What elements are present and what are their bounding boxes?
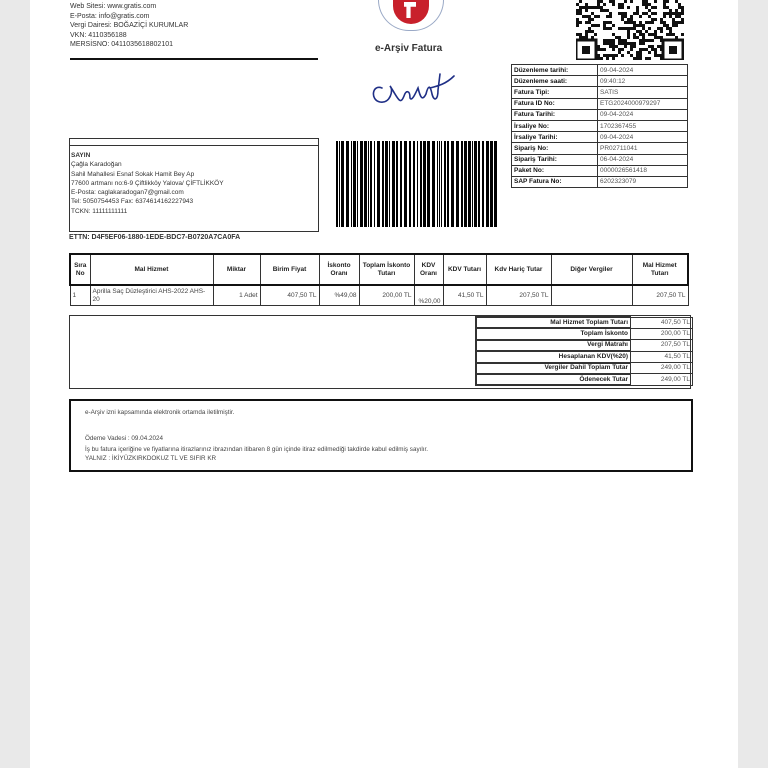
totals-label: Mal Hizmet Toplam Tutarı — [476, 317, 631, 328]
totals-value: 207,50 TL — [631, 340, 693, 351]
info-value: SATIS — [598, 87, 688, 98]
totals-row — [476, 317, 693, 328]
items-header-cell: KDV Oranı — [414, 254, 443, 285]
totals-label: Toplam İskonto — [476, 328, 631, 339]
totals-label: Ödenecek Tutar — [476, 374, 631, 385]
info-value: 1702367455 — [598, 120, 688, 131]
items-cell: %49,08 — [319, 285, 359, 306]
totals-label: Vergi Matrahı — [476, 340, 631, 351]
items-cell: 1 — [70, 285, 90, 306]
items-header-cell: İskonto Oranı — [319, 254, 359, 285]
totals-row — [476, 351, 693, 362]
seller-mersis: MERSİSNO: 0411035618802101 — [70, 41, 173, 48]
note-line-4: YALNIZ : İKİYÜZKIRKDOKUZ TL VE SIFIR KR — [85, 455, 217, 462]
info-row — [512, 165, 688, 176]
seller-tax-office: Vergi Dairesi: BOĞAZİÇİ KURUMLAR — [70, 22, 189, 29]
note-line-2: Ödeme Vadesi : 09.04.2024 — [85, 435, 163, 442]
info-label: Düzenleme tarihi: — [512, 65, 598, 76]
buyer-name: Çağla Karadoğan — [71, 161, 122, 169]
info-value: 09-04-2024 — [598, 132, 688, 143]
info-row — [512, 65, 688, 76]
info-row — [512, 87, 688, 98]
totals-value: 41,50 TL — [631, 351, 693, 362]
items-header-cell: Kdv Hariç Tutar — [486, 254, 551, 285]
items-header-row — [70, 254, 688, 285]
info-row — [512, 176, 688, 187]
note-box — [69, 399, 693, 472]
items-table — [69, 253, 689, 306]
totals-row — [476, 363, 693, 374]
note-line-3: İş bu fatura içeriğine ve fiyatlarına itirazlarınız ibrazından itibaren 8 gün içinde itiraz edilmediği takdirde kabul edilmiş sayılır. — [85, 446, 428, 453]
items-header-cell: Miktar — [213, 254, 260, 285]
info-label: İrsaliye No: — [512, 120, 598, 131]
items-cell: 200,00 TL — [359, 285, 414, 306]
info-value: 06-04-2024 — [598, 154, 688, 165]
info-value: ETG2024000979297 — [598, 98, 688, 109]
info-value: 09:40:12 — [598, 76, 688, 87]
info-label: SAP Fatura No: — [512, 176, 598, 187]
seller-email: E-Posta: info@gratis.com — [70, 12, 150, 20]
info-value: 6202323079 — [598, 176, 688, 187]
info-row — [512, 98, 688, 109]
earsiv-title: e-Arşiv Fatura — [375, 43, 443, 54]
items-header-cell: KDV Tutarı — [443, 254, 486, 285]
info-row — [512, 154, 688, 165]
info-label: Fatura ID No: — [512, 98, 598, 109]
buyer-heading: SAYIN — [71, 152, 91, 159]
totals-row — [476, 340, 693, 351]
items-header-cell: Mal Hizmet Tutarı — [632, 254, 688, 285]
buyer-address-2: 77600 artmanı no:6-9 Çiftlikköy Yalova/ ÇİFTLİKKÖY — [71, 179, 224, 187]
items-header-cell: Birim Fiyat — [260, 254, 319, 285]
totals-label: Vergiler Dahil Toplam Tutar — [476, 363, 631, 374]
items-header-cell: Sıra No — [70, 254, 90, 285]
invoice-info-table — [511, 64, 688, 188]
info-value: 09-04-2024 — [598, 109, 688, 120]
info-label: Fatura Tarihi: — [512, 109, 598, 120]
info-row — [512, 143, 688, 154]
info-value: PR02711041 — [598, 143, 688, 154]
buyer-tckn: TCKN: 11111111111 — [71, 207, 128, 215]
items-cell: 207,50 TL — [486, 285, 551, 306]
items-cell: %20,00 — [414, 285, 443, 306]
note-line-1: e-Arşiv izni kapsamında elektronik ortamda iletilmiştir. — [85, 409, 235, 416]
info-label: Düzenleme saati: — [512, 76, 598, 87]
totals-label: Hesaplanan KDV(%20) — [476, 351, 631, 362]
seller-info — [70, 2, 188, 50]
buyer-phone: Tel: 5050754453 Fax: 6374614162227943 — [71, 198, 194, 206]
items-cell: 41,50 TL — [443, 285, 486, 306]
items-cell: 407,50 TL — [260, 285, 319, 306]
info-label: Sipariş Tarihi: — [512, 154, 598, 165]
info-value: 0000026561418 — [598, 165, 688, 176]
buyer-email: E-Posta: caglakaradogan7@gmail.com — [71, 189, 184, 197]
items-cell: 207,50 TL — [632, 285, 688, 306]
info-row — [512, 76, 688, 87]
totals-value: 249,00 TL — [631, 374, 693, 385]
seller-vkn: VKN: 4110356188 — [70, 31, 127, 39]
items-header-cell: Toplam İskonto Tutarı — [359, 254, 414, 285]
info-label: İrsaliye Tarihi: — [512, 132, 598, 143]
totals-table — [475, 316, 693, 386]
totals-value: 407,50 TL — [631, 317, 693, 328]
totals-row — [476, 328, 693, 339]
totals-row — [476, 374, 693, 385]
totals-value: 200,00 TL — [631, 328, 693, 339]
barcode — [336, 141, 498, 227]
items-cell: Aprilla Saç Düzleştirici AHS-2022 AHS-20 — [90, 285, 213, 306]
totals-value: 249,00 TL — [631, 363, 693, 374]
info-row — [512, 120, 688, 131]
buyer-box — [69, 138, 319, 232]
info-row — [512, 132, 688, 143]
ettn: ETTN: D4F5EF06-1880-1EDE-BDC7-B0720A7CA0FA — [69, 234, 241, 241]
info-label: Paket No: — [512, 165, 598, 176]
items-cell — [551, 285, 632, 306]
seller-web: Web Sitesi: www.gratis.com — [70, 3, 157, 10]
seller-divider — [70, 58, 318, 60]
info-value: 09-04-2024 — [598, 65, 688, 76]
info-label: Fatura Tipi: — [512, 87, 598, 98]
signature-image — [368, 66, 458, 112]
qr-code — [576, 0, 684, 60]
info-row — [512, 109, 688, 120]
info-label: Sipariş No: — [512, 143, 598, 154]
items-cell: 1 Adet — [213, 285, 260, 306]
items-header-cell: Mal Hizmet — [90, 254, 213, 285]
buyer-address-1: Sahil Mahallesi Esnaf Sokak Hamit Bey Ap — [71, 170, 195, 178]
items-header-cell: Diğer Vergiler — [551, 254, 632, 285]
items-row — [70, 285, 688, 306]
